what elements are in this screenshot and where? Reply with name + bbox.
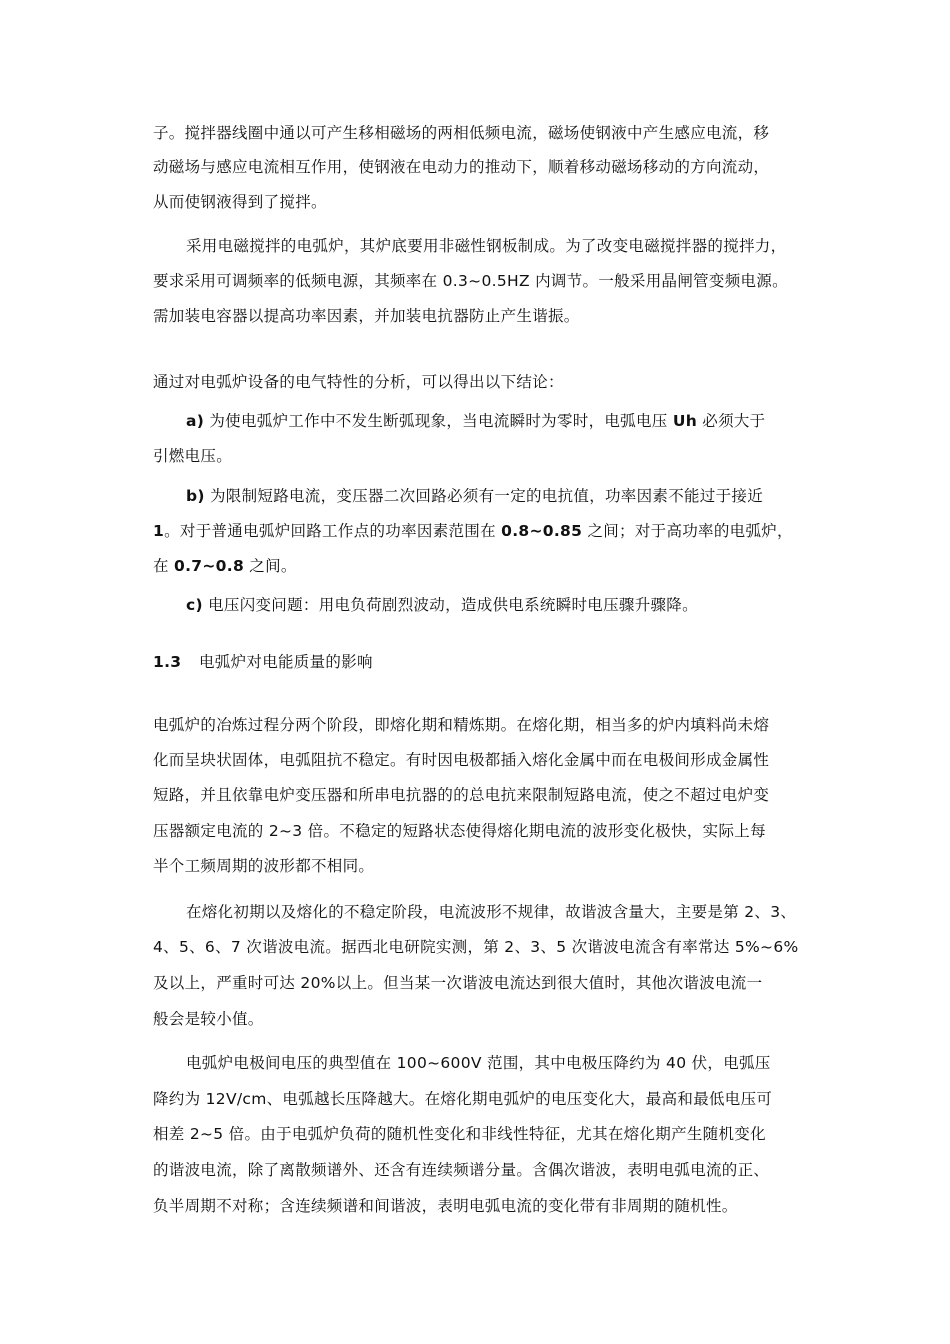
section-number: 1.3 xyxy=(153,653,182,671)
paragraph-6-line-3: 相差 2~5 倍。由于电弧炉负荷的随机性变化和非线性特征，尤其在熔化期产生随机变化 xyxy=(153,1125,766,1143)
paragraph-6-line-4: 的谐波电流，除了离散频谱外、还含有连续频谱分量。含偶次谐波，表明电弧电流的正、 xyxy=(153,1161,770,1179)
paragraph-1-line-3: 从而使钢液得到了搅拌。 xyxy=(153,193,327,211)
paragraph-4-line-1: 电弧炉的冶炼过程分两个阶段，即熔化期和精炼期。在熔化期，相当多的炉内填料尚未熔 xyxy=(153,716,770,734)
list-item-b-label: b) xyxy=(186,487,205,505)
list-item-c-line-1 xyxy=(186,588,818,622)
paragraph-5-line-1: 在熔化初期以及熔化的不稳定阶段，电流波形不规律，故谐波含量大，主要是第 2、3、 xyxy=(186,903,797,921)
list-item-b-line-2 xyxy=(153,514,818,548)
paragraph-5-line-3: 及以上，严重时可达 20%以上。但当某一次谐波电流达到很大值时，其他次谐波电流一 xyxy=(153,974,763,992)
paragraph-6-line-5: 负半周期不对称；含连续频谱和间谐波，表明电弧电流的变化带有非周期的随机性。 xyxy=(153,1197,738,1215)
paragraph-2-line-3: 需加装电容器以提高功率因素，并加装电抗器防止产生谐振。 xyxy=(153,307,580,325)
list-item-b-text-2: 。对于普通电弧炉回路工作点的功率因素范围在 xyxy=(164,522,502,540)
paragraph-4-line-4: 压器额定电流的 2~3 倍。不稳定的短路状态使得熔化期电流的波形变化极快，实际上每 xyxy=(153,822,766,840)
list-item-b-text-1: 为限制短路电流，变压器二次回路必须有一定的电抗值，功率因素不能过于接近 xyxy=(204,487,764,505)
paragraph-1-line-1: 子。搅拌器线圈中通以可产生移相磁场的两相低频电流，磁场使钢液中产生感应电流，移 xyxy=(153,124,770,142)
list-item-b-value-1: 1 xyxy=(153,522,165,540)
list-item-b-text-5: 之间。 xyxy=(244,557,297,575)
list-item-b-text-3: 之间；对于高功率的电弧炉， xyxy=(582,522,793,540)
paragraph-4-line-5: 半个工频周期的波形都不相同。 xyxy=(153,857,375,875)
list-item-b-line-1 xyxy=(186,479,818,513)
paragraph-2-line-1: 采用电磁搅拌的电弧炉，其炉底要用非磁性钢板制成。为了改变电磁搅拌器的搅拌力， xyxy=(186,237,787,255)
list-item-c-label: c) xyxy=(186,596,203,614)
paragraph-3-line-1: 通过对电弧炉设备的电气特性的分析，可以得出以下结论： xyxy=(153,373,564,391)
list-item-b-text-4: 在 xyxy=(153,557,175,575)
list-item-b-line-3 xyxy=(153,549,818,583)
list-item-b-value-3: 0.7~0.8 xyxy=(174,557,245,575)
paragraph-6-line-1: 电弧炉电极间电压的典型值在 100~600V 范围，其中电极压降约为 40 伏，电弧压 xyxy=(186,1054,771,1072)
list-item-b-value-2: 0.8~0.85 xyxy=(501,522,583,540)
paragraph-5-line-4: 般会是较小值。 xyxy=(153,1010,264,1028)
section-heading xyxy=(153,645,818,679)
paragraph-4-line-3: 短路，并且依靠电炉变压器和所串电抗器的的总电抗来限制短路电流，使之不超过电炉变 xyxy=(153,786,770,804)
paragraph-6-line-2: 降约为 12V/cm、电弧越长压降越大。在熔化期电弧炉的电压变化大，最高和最低电压可 xyxy=(153,1090,773,1108)
list-item-a-text-2: 必须大于 xyxy=(697,412,766,430)
paragraph-2-line-2: 要求采用可调频率的低频电源，其频率在 0.3~0.5HZ 内调节。一般采用晶闸管变频电源。 xyxy=(153,272,788,290)
list-item-a-text-1: 为使电弧炉工作中不发生断弧现象，当电流瞬时为零时，电弧电压 xyxy=(204,412,673,430)
list-item-a-line-2: 引燃电压。 xyxy=(153,447,233,465)
section-title: 电弧炉对电能质量的影响 xyxy=(199,653,373,671)
list-item-a-line-1 xyxy=(186,404,818,438)
list-item-c-text: 电压闪变问题：用电负荷剧烈波动，造成供电系统瞬时电压骤升骤降。 xyxy=(202,596,698,614)
paragraph-1-line-2: 动磁场与感应电流相互作用，使钢液在电动力的推动下，顺着移动磁场移动的方向流动， xyxy=(153,158,770,176)
paragraph-5-line-2: 4、5、6、7 次谐波电流。据西北电研院实测，第 2、3、5 次谐波电流含有率常达 5%~6% xyxy=(153,938,799,956)
paragraph-4-line-2: 化而呈块状固体，电弧阻抗不稳定。有时因电极都插入熔化金属中而在电极间形成金属性 xyxy=(153,751,770,769)
list-item-a-label: a) xyxy=(186,412,205,430)
list-item-a-symbol: Uh xyxy=(672,412,698,430)
